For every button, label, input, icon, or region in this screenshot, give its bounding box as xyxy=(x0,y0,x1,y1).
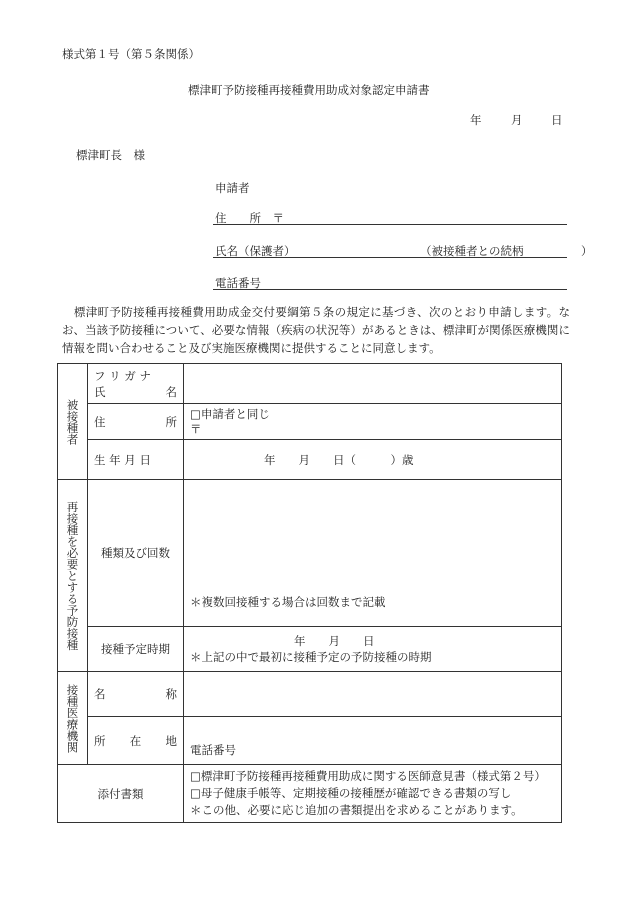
attachment-note: ＊この他、必要に応じ追加の書類提出を求めることがあります。 xyxy=(190,803,523,817)
date-year-label: 年 xyxy=(470,113,482,127)
furigana-name-label xyxy=(88,364,184,404)
applicant-label: 申請者 xyxy=(215,181,250,195)
recipient-header: 被接種者 xyxy=(58,364,88,480)
applicant-phone-label: 電話番号 xyxy=(215,276,261,290)
institution-name-field[interactable] xyxy=(184,672,562,717)
institution-header: 接種医療機関 xyxy=(58,672,88,765)
attachment-doctor-opinion-checkbox[interactable]: □標津町予防接種再接種費用助成に関する医師意見書（様式第２号） xyxy=(190,769,546,783)
schedule-field[interactable] xyxy=(184,627,562,672)
applicant-address-label: 住 所 〒 xyxy=(215,211,284,225)
institution-location-label: 所 在 地 xyxy=(88,717,184,765)
form-title: 標津町予防接種再接種費用助成対象認定申請書 xyxy=(188,83,430,97)
date-month-label: 月 xyxy=(511,113,523,127)
vaccine-header: 再接種を必要とする予防接種 xyxy=(58,480,88,672)
birth-date-label: 生 年 月 日 xyxy=(88,440,184,480)
institution-name-label: 名 称 xyxy=(88,672,184,717)
applicant-name-label: 氏名（保護者） xyxy=(215,244,296,258)
consent-paragraph: 標津町予防接種再接種費用助成金交付要綱第５条の規定に基づき、次のとおり申請します。なお、当該予防接種について、必要な情報（疾病の状況等）があるときは、標津町が関係医療機関に情報を問い合わせること及び実施医療機関に提供することに同意します。 xyxy=(62,305,570,355)
same-as-applicant-checkbox[interactable]: □申請者と同じ xyxy=(190,406,270,421)
recipient-name-field[interactable] xyxy=(184,364,562,404)
recipient-postal: 〒 xyxy=(190,421,202,436)
furigana-label: フ リ ガ ナ xyxy=(94,368,151,383)
recipient-address-field[interactable] xyxy=(184,404,562,440)
schedule-note: ＊上記の中で最初に接種予定の予防接種の時期 xyxy=(190,650,432,664)
form-number: 様式第１号（第５条関係） xyxy=(62,47,200,61)
schedule-label: 接種予定時期 xyxy=(88,627,184,672)
schedule-date: 年 月 日 xyxy=(294,634,375,648)
vaccine-types-field[interactable]: ＊複数回接種する場合は回数まで記載 xyxy=(184,480,562,627)
vaccine-types-label: 種類及び回数 xyxy=(88,480,184,627)
date-day-label: 日 xyxy=(551,113,563,127)
birth-date-field[interactable]: 年 月 日（ ）歳 xyxy=(184,440,562,480)
applicant-address-field[interactable] xyxy=(213,224,567,225)
attachments-label: 添付書類 xyxy=(58,765,184,823)
addressee: 標津町長 様 xyxy=(76,148,145,162)
attachments-list xyxy=(184,765,562,823)
attachment-health-handbook-checkbox[interactable]: □母子健康手帳等、定期接種の接種歴が確認できる書類の写し xyxy=(190,786,512,800)
applicant-relation-label: （被接種者との続柄 ） xyxy=(420,244,593,258)
application-table xyxy=(57,363,562,823)
name-label: 氏 名 xyxy=(94,384,177,399)
institution-location-field[interactable]: 電話番号 xyxy=(184,717,562,765)
applicant-name-field[interactable] xyxy=(213,257,567,258)
applicant-phone-field[interactable] xyxy=(213,289,567,290)
recipient-address-label: 住 所 xyxy=(88,404,184,440)
